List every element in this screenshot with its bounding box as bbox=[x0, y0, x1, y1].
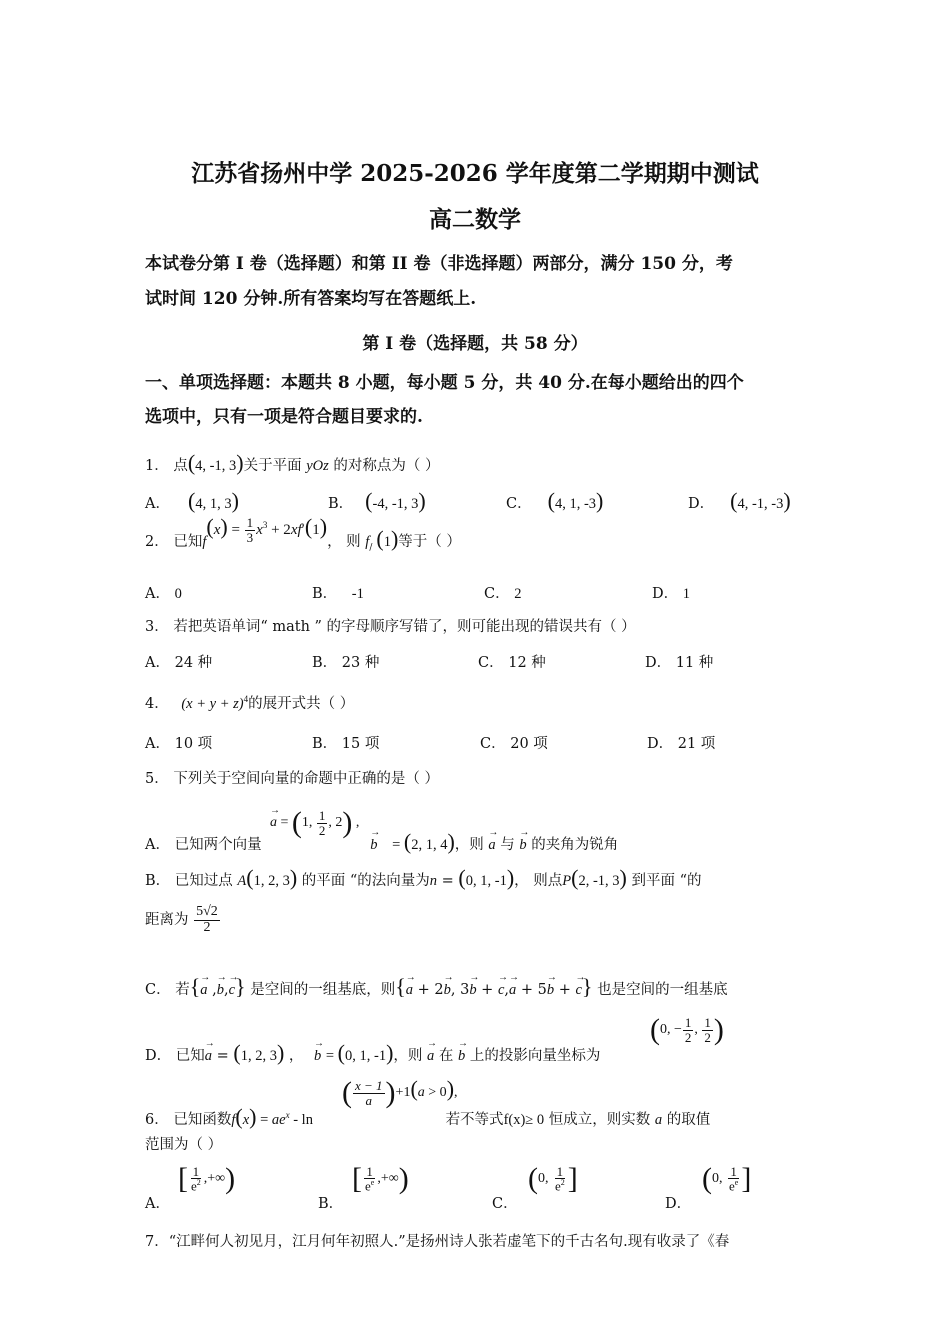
exam-title: 江苏省扬州中学 2025-2026 学年度第二学期期中测试 bbox=[191, 160, 759, 187]
question-7: 7．“江畔何人初见月，江月何年初照人.”是扬州诗人张若虚笔下的千古名句.现有收录了《春 bbox=[145, 1234, 730, 1250]
q6-option-c-label: C． bbox=[492, 1196, 518, 1212]
q6-option-d-label: D． bbox=[665, 1196, 692, 1212]
question-2: 2． 已知f(x) = $\frac{1}{3}$ $x^3 + 2xf'(1)$， 则 $f_/$ (1)等于（ ） bbox=[145, 514, 461, 553]
q6-option-a-label: A． bbox=[145, 1196, 170, 1212]
q6-option-c: (0, $\frac{1}{e^2}$ ] bbox=[528, 1162, 578, 1195]
q5-option-a: A． 已知两个向量 → b = (2, 1, 4)，则 → a 与 → b 的夹角为锐角 bbox=[145, 829, 618, 855]
q4-option-b: B． 15 项 bbox=[312, 736, 380, 752]
q5-option-b: B． 已知过点 A(1, 2, 3) 的平面 “的法向量为n = (0, 1, -1)， 则点P(2, -1, 3) 到平面 “的 bbox=[145, 865, 702, 890]
q3-option-c: C． 12 种 bbox=[478, 655, 546, 671]
exam-intro-line1: 本试卷分第 I 卷（选择题）和第 II 卷（非选择题）两部分，满分 150 分，考 bbox=[145, 254, 733, 274]
q5-option-c: C． 若{→ a ,→ b,→ c} 是空间的一组基底，则{→ a + 2→ b, 3→ b + → c,→ a + 5→ b + → c} 也是空间的一组基底 bbox=[145, 974, 728, 1000]
question-3: 3． 若把英语单词“ math ” 的字母顺序写错了，则可能出现的错误共有（ ） bbox=[145, 619, 636, 635]
q3-option-a: A． 24 种 bbox=[145, 655, 213, 671]
point-coords: 4, -1, 3 bbox=[195, 458, 237, 474]
q2-option-d: D． 1 bbox=[652, 586, 690, 602]
q5-option-b-distance: 距离为 $\frac{5√2}{2}$ bbox=[145, 904, 218, 935]
question-1: 1． 点(4, -1, 3)关于平面 yOz 的对称点为（ ） bbox=[145, 450, 440, 475]
q3-option-b: B． 23 种 bbox=[312, 655, 380, 671]
part1-title: 第 I 卷（选择题，共 58 分） bbox=[362, 334, 588, 354]
q4-option-d: D． 21 项 bbox=[647, 736, 716, 752]
q5-option-d: D． 已知→ a = (1, 2, 3) ， → b = (0, 1, -1)，则 → a 在 → b 上的投影向量坐标为 bbox=[145, 1040, 600, 1066]
exam-intro-line2: 试时间 120 分钟.所有答案均写在答题纸上. bbox=[145, 289, 477, 309]
q2-option-a: A． 0 bbox=[145, 586, 182, 602]
question-6: 6． 已知函数$f(x) = ae^x - \ln$ 若不等式f(x)≥ 0 恒成立，则实数 a 的取值 bbox=[145, 1104, 711, 1129]
q2-option-b: B． -1 bbox=[312, 586, 364, 602]
q1-option-b: B． (-4, -1, 3) bbox=[328, 488, 426, 513]
exam-subject: 高二数学 bbox=[429, 206, 521, 233]
q1-option-d: D． (4, -1, -3) bbox=[688, 488, 791, 513]
section-instruction-line1: 一、单项选择题：本题共 8 小题，每小题 5 分，共 40 分.在每小题给出的四个 bbox=[145, 373, 744, 393]
q3-option-d: D． 11 种 bbox=[645, 655, 714, 671]
q6-option-d: (0, $\frac{1}{e^e}$ ] bbox=[702, 1162, 752, 1195]
section-instruction-line2: 选项中，只有一项是符合题目要求的. bbox=[145, 407, 423, 427]
q1-option-a: A． (4, 1, 3) bbox=[145, 488, 239, 513]
q2-option-c: C． 2 bbox=[484, 586, 522, 602]
q6-option-b-label: B． bbox=[318, 1196, 344, 1212]
q6-function-part: ( $\frac{x - 1}{a}$ )+1(a > 0), bbox=[342, 1076, 458, 1109]
q5d-projection-result: (0, − $\frac{1}{2}$ , $\frac{1}{2}$ ) bbox=[650, 1013, 724, 1046]
question-6-line2: 范围为（ ） bbox=[145, 1137, 223, 1153]
q4-option-c: C． 20 项 bbox=[480, 736, 548, 752]
question-4: 4． $(x + y + z)^4$的展开式共（ ） bbox=[145, 694, 355, 712]
q1-option-c: C． (4, 1, -3) bbox=[506, 488, 604, 513]
question-5: 5． 下列关于空间向量的命题中正确的是（ ） bbox=[145, 771, 439, 787]
q6-option-a: [ $\frac{1}{e^2}$ ,+∞) bbox=[178, 1162, 236, 1195]
q5a-vector-a-def: → a = (1, $\frac{1}{2}$ , 2) , bbox=[270, 806, 359, 840]
q4-option-a: A． 10 项 bbox=[145, 736, 213, 752]
q6-option-b: [ $\frac{1}{e^e}$ ,+∞) bbox=[352, 1162, 409, 1195]
question-number: 1． bbox=[145, 458, 169, 474]
